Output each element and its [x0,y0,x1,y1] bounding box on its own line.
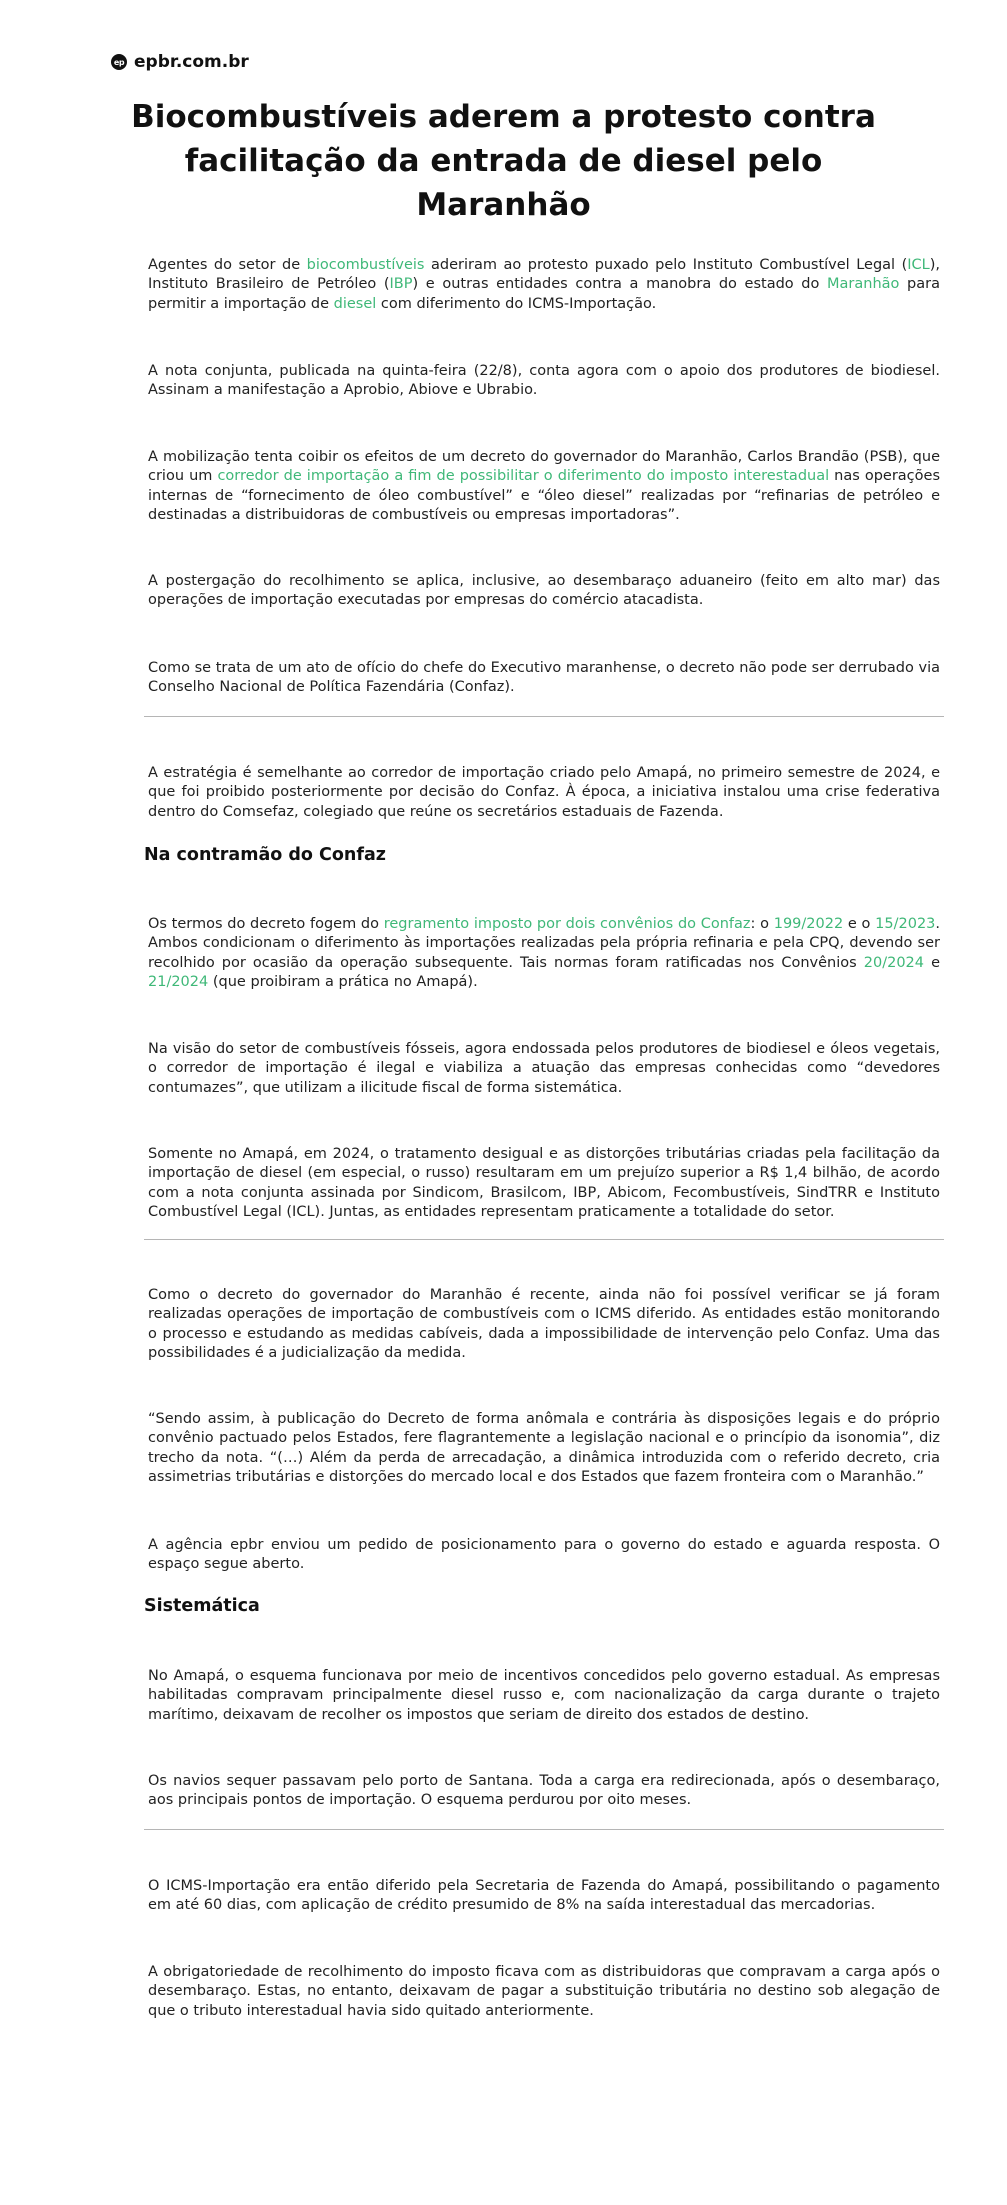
link-icl[interactable]: ICL [907,257,930,273]
section-divider [144,1829,944,1830]
paragraph-14: Os navios sequer passavam pelo porto de Santana. Toda a carga era redirecionada, após o desembaraço, aos principais pontos de importação. O esquema perdurou por oito meses. [148,1773,940,1809]
title-line-1: Biocombustíveis aderem a protesto contra [131,99,876,135]
paragraph-16: A obrigatoriedade de recolhimento do imposto ficava com as distribuidoras que compravam a carga após o desembaraço. Estas, no entanto, deixavam de pagar a substituição tributária no destino sob alegação de que o tributo interestadual havia sido quitado anteriormente. [148,1964,940,2019]
paragraph-13: No Amapá, o esquema funcionava por meio de incentivos concedidos pelo governo estadual. As empresas habilitadas compravam principalmente diesel russo e, com nacionalização da carga durante o trajeto marítimo, deixavam de recolher os impostos que seriam de direito dos estados de destino. [148,1668,940,1723]
title-line-2: facilitação da entrada de diesel pelo Maranhão [184,143,823,223]
subheading-sistematica: Sistemática [144,1596,260,1616]
paragraph-12: A agência epbr enviou um pedido de posicionamento para o governo do estado e aguarda resposta. O espaço segue aberto. [148,1537,940,1573]
paragraph-3: A mobilização tenta coibir os efeitos de um decreto do governador do Maranhão, Carlos Brandão (PSB), que criou um corredor de importação a fim de possibilitar o diferimento do imposto interestadual nas operações internas de “fornecimento de óleo combustível” e “óleo diesel” realizadas por “refinarias de petróleo e destinadas a distribuidoras de combustíveis ou empresas importadoras”. [148,449,941,523]
paragraph-2: A nota conjunta, publicada na quinta-feira (22/8), conta agora com o apoio dos produtores de biodiesel. Assinam a manifestação a Aprobio, Abiove e Ubrabio. [148,363,940,399]
link-biocombustiveis[interactable]: biocombustíveis [306,257,425,273]
section-divider [144,1239,944,1240]
paragraph-7: Os termos do decreto fogem do regramento imposto por dois convênios do Confaz: o 199/2022 e o 15/2023. Ambos condicionam o diferimento às importações realizadas pela própria refinaria e pela CPQ, devendo ser recolhido por ocasião da operação subsequente. Tais normas foram ratificadas nos Convênios 20/2024 e 21/2024 (que proibiram a prática no Amapá). [148,916,941,990]
epbr-logo-icon: ep [111,54,127,70]
subheading-na-contramao: Na contramão do Confaz [144,845,386,865]
section-divider [144,716,944,717]
site-header[interactable] [111,52,249,72]
site-name[interactable]: epbr.com.br [134,52,249,72]
paragraph-10: Como o decreto do governador do Maranhão é recente, ainda não foi possível verificar se já foram realizadas operações de importação de combustíveis com o ICMS diferido. As entidades estão monitorando o processo e estudando as medidas cabíveis, dada a impossibilidade de intervenção pelo Confaz. Uma das possibilidades é a judicialização da medida. [148,1287,940,1361]
paragraph-11: “Sendo assim, à publicação do Decreto de forma anômala e contrária às disposições legais e do próprio convênio pactuado pelos Estados, fere flagrantemente a legislação nacional e o princípio da isonomia”, diz trecho da nota. “(…) Além da perda de arrecadação, a dinâmica introduzida com o referido decreto, cria assimetrias tributárias e distorções do mercado local e dos Estados que fazem fronteira com o Maranhão.” [148,1411,940,1485]
link-convenio-199-2022[interactable]: 199/2022 [773,916,844,932]
paragraph-4: A postergação do recolhimento se aplica, inclusive, ao desembaraço aduaneiro (feito em alto mar) das operações de importação executadas por empresas do comércio atacadista. [148,573,940,609]
paragraph-6: A estratégia é semelhante ao corredor de importação criado pelo Amapá, no primeiro semestre de 2024, e que foi proibido posteriormente por decisão do Confaz. À época, a iniciativa instalou uma crise federativa dentro do Comsefaz, colegiado que reúne os secretários estaduais de Fazenda. [148,765,940,820]
link-ibp[interactable]: IBP [389,276,413,293]
article-title [120,95,887,227]
paragraph-9: Somente no Amapá, em 2024, o tratamento desigual e as distorções tributárias criadas pela facilitação da importação de diesel (em especial, o russo) resultaram em um prejuízo superior a R$ 1,4 bilhão, de acordo com a nota conjunta assinada por Sindicom, Brasilcom, IBP, Abicom, Fecombustíveis, SindTRR e Instituto Combustível Legal (ICL). Juntas, as entidades representam praticamente a totalidade do setor. [148,1146,940,1220]
paragraph-8: Na visão do setor de combustíveis fósseis, agora endossada pelos produtores de biodiesel e óleos vegetais, o corredor de importação é ilegal e viabiliza a atuação das empresas conhecidas como “devedores contumazes”, que utilizam a ilicitude fiscal de forma sistemática. [148,1041,940,1096]
link-regramento-confaz[interactable]: regramento imposto por dois convênios do Confaz [383,916,751,932]
link-diesel[interactable]: diesel [333,295,377,312]
link-corredor-importacao[interactable]: corredor de importação a fim de possibilitar o diferimento do imposto interestadual [217,468,830,485]
paragraph-15: O ICMS-Importação era então diferido pela Secretaria de Fazenda do Amapá, possibilitando o pagamento em até 60 dias, com aplicação de crédito presumido de 8% na saída interestadual das mercadorias. [148,1878,940,1914]
link-convenio-20-2024[interactable]: 20/2024 [863,954,925,971]
link-convenio-21-2024[interactable]: 21/2024 [148,973,209,990]
link-maranhao[interactable]: Maranhão [827,276,900,293]
paragraph-5: Como se trata de um ato de ofício do chefe do Executivo maranhense, o decreto não pode ser derrubado via Conselho Nacional de Política Fazendária (Confaz). [148,660,940,696]
link-convenio-15-2023[interactable]: 15/2023 [875,916,936,932]
paragraph-1: Agentes do setor de biocombustíveis aderiram ao protesto puxado pelo Instituto Combustível Legal (ICL), Instituto Brasileiro de Petróleo (IBP) e outras entidades contra a manobra do estado do Maranhão para permitir a importação de diesel com diferimento do ICMS-Importação. [148,257,941,312]
